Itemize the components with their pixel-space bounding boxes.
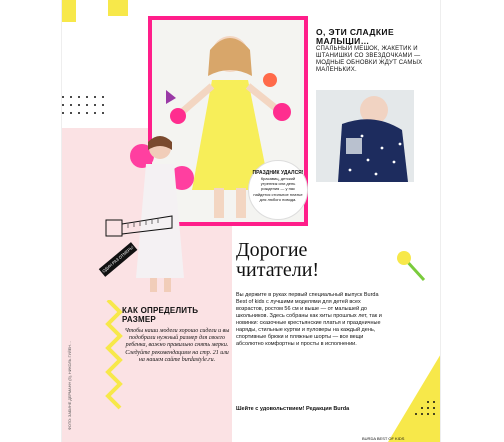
- zigzag-decoration: [104, 300, 124, 410]
- decor-yellow-stripe: [108, 0, 128, 16]
- bubble-text: Красавиц, детский утренник или день рождения — у нас найдется стильное платье для любого повода.: [253, 176, 303, 202]
- photo-credit: ФОТО: ЗАБИНЕ ДЕРМАНН (5), НИКОЛЬ ГУЙЕН…: [68, 341, 72, 430]
- tag-measure-once: ОДИН РАЗ ОТМЕРЬ!: [99, 242, 138, 277]
- editor-letter-text: Вы держите в руках первый специальный выпуск Burda Best of kids с лучшими моделями для детей всех возрастов, ростом 56 см и выше — от малышей до школьников. Здесь собраны как хиты прошлых лет, так и новинки: сказочные крестьянские платья и праздничные наряды, стильные куртки и пуловеры на каждый день, спортивные брюки и пляжные шорты — все вещи абсолютно комфортны и просты в исполнении.: [236, 292, 382, 347]
- bubble-heading: ПРАЗДНИК УДАЛСЯ!: [252, 170, 304, 176]
- top-caption-heading: О, ЭТИ СЛАДКИЕ МАЛЫШИ…: [316, 27, 395, 46]
- top-caption-text: СПАЛЬНЫЙ МЕШОК, ЖАКЕТИК И ШТАНИШКИ СО ЗВЕЗДОЧКАМИ — МОДНЫЕ ОБНОВКИ ЖДУТ САМЫХ МАЛЕНЬКИХ.: [316, 46, 423, 73]
- triangle-decoration: [388, 352, 440, 442]
- measuring-tape-icon: [104, 214, 174, 240]
- footer-title: BURDA BEST OF KIDS: [362, 436, 405, 441]
- magazine-page: [62, 0, 440, 442]
- signature: Шейте с удовольствием! Редакция Burda: [236, 406, 350, 412]
- flower-decoration: [396, 248, 440, 288]
- dot-pattern: [62, 96, 122, 136]
- size-title: КАК ОПРЕДЕЛИТЬ РАЗМЕР: [122, 306, 199, 324]
- top-caption: [316, 28, 434, 74]
- decor-yellow-corner: [62, 0, 76, 22]
- size-section: [122, 306, 232, 364]
- photo-baby-sleeping-bag: [316, 90, 414, 182]
- caption-bubble: [248, 160, 308, 220]
- photo-girl-white-dress: [126, 128, 194, 298]
- page-title: Дорогие читатели!: [236, 239, 320, 281]
- size-text: Чтобы наши модели хорошо сидели и вы подобрали нужный размер для своего ребенка, важно правильно снять мерки. Следуйте рекомендациям на стр. 21 или на нашем сайте burdastyle.ru.: [124, 328, 230, 363]
